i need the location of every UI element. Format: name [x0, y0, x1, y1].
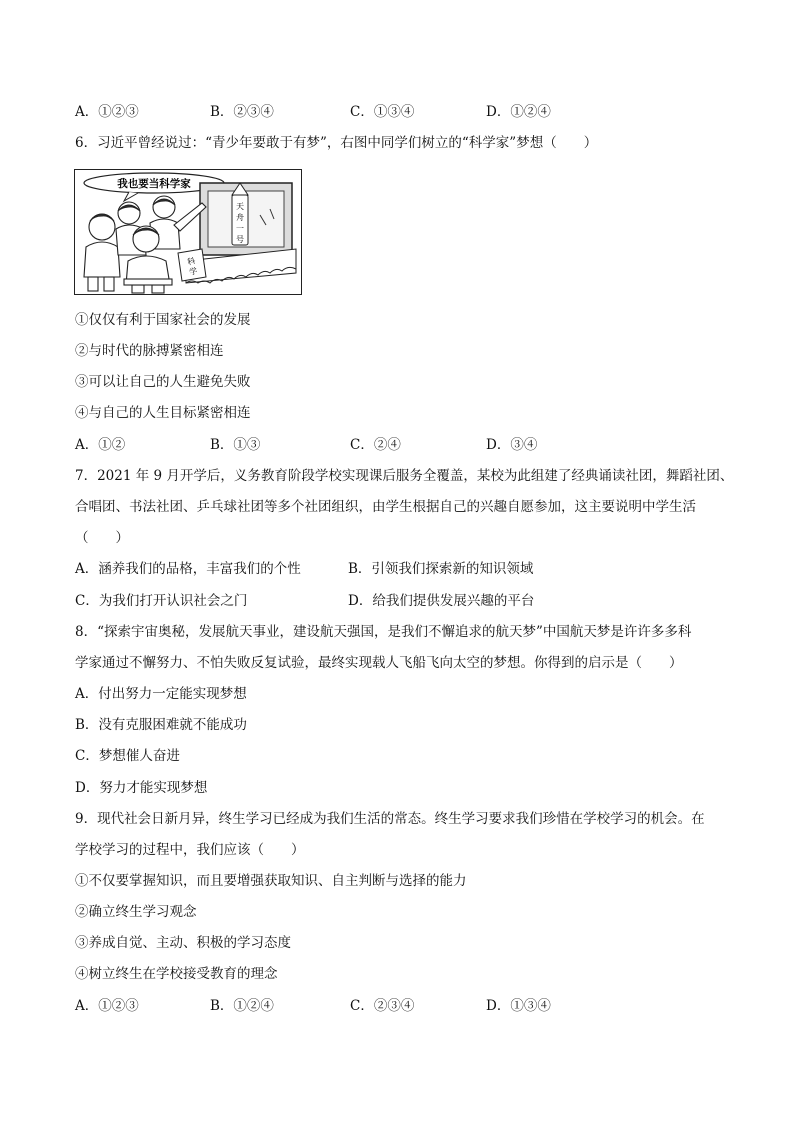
q8-option-d[interactable]: D．努力才能实现梦想 — [75, 780, 208, 796]
q8-stem-line-1: 8．“探索宇宙奥秘，发展航天事业，建设航天强国，是我们不懈追求的航天梦”中国航天梦是许许多多科 — [75, 624, 692, 640]
q8-option-a[interactable]: A．付出努力一定能实现梦想 — [75, 686, 247, 702]
q7-option-d[interactable]: D．给我们提供发展兴趣的平台 — [348, 593, 535, 609]
q7-stem-line-2: 合唱团、书法社团、乒乓球社团等多个社团组织，由学生根据自己的兴趣自愿参加，这主要说明中学生活 — [75, 499, 696, 515]
book-text-1: 科 — [186, 256, 197, 267]
rocket-text-3: 一 — [236, 224, 244, 233]
q9-option-d[interactable]: D．①③④ — [486, 998, 551, 1014]
q9-statement-4: ④树立终生在学校接受教育的理念 — [75, 966, 278, 982]
rocket-text-4: 号 — [236, 235, 244, 244]
q6-statement-1: ①仅仅有利于国家社会的发展 — [75, 312, 251, 328]
q6-statement-4: ④与自己的人生目标紧密相连 — [75, 405, 251, 421]
rocket-text-2: 舟 — [236, 213, 244, 222]
rocket-text-1: 天 — [236, 202, 244, 211]
q9-statement-1: ①不仅要掌握知识，而且要增强获取知识、自主判断与选择的能力 — [75, 873, 467, 889]
q7-option-a[interactable]: A．涵养我们的品格，丰富我们的个性 — [75, 561, 301, 577]
q8-stem-line-2: 学家通过不懈努力、不怕失败反复试验，最终实现载人飞船飞向太空的梦想。你得到的启示是（ ） — [75, 655, 683, 671]
q8-option-b[interactable]: B．没有克服困难就不能成功 — [75, 717, 247, 733]
book-text-2: 学 — [188, 266, 199, 277]
q9-option-a[interactable]: A．①②③ — [75, 998, 139, 1014]
q6-statement-3: ③可以让自己的人生避免失败 — [75, 374, 251, 390]
q6-statement-2: ②与时代的脉搏紧密相连 — [75, 343, 224, 359]
q6-option-a[interactable]: A．①② — [75, 437, 126, 453]
q5-option-c[interactable]: C．①③④ — [350, 104, 415, 120]
speech-bubble-text: 我也要当科学家 — [117, 178, 191, 190]
q9-option-c[interactable]: C．②③④ — [350, 998, 415, 1014]
q5-option-b[interactable]: B．②③④ — [210, 104, 274, 120]
q6-option-d[interactable]: D．③④ — [486, 437, 538, 453]
q5-option-d[interactable]: D．①②④ — [486, 104, 551, 120]
q9-statement-2: ②确立终生学习观念 — [75, 904, 197, 920]
q6-illustration — [74, 169, 302, 295]
q9-option-b[interactable]: B．①②④ — [210, 998, 274, 1014]
q5-option-a[interactable]: A．①②③ — [75, 104, 139, 120]
q7-option-b[interactable]: B．引领我们探索新的知识领域 — [348, 561, 534, 577]
q7-stem-line-1: 7．2021 年 9 月开学后，义务教育阶段学校实现课后服务全覆盖，某校为此组建了经典诵读社团，舞蹈社团、 — [75, 468, 734, 484]
q7-option-c[interactable]: C．为我们打开认识社会之门 — [75, 593, 248, 609]
q6-option-c[interactable]: C．②④ — [350, 437, 401, 453]
q9-statement-3: ③养成自觉、主动、积极的学习态度 — [75, 935, 291, 951]
q6-option-b[interactable]: B．①③ — [210, 437, 261, 453]
q9-stem-line-2: 学校学习的过程中，我们应该（ ） — [75, 842, 305, 858]
q7-stem-line-3: （ ） — [75, 530, 129, 546]
q6-stem: 6．习近平曾经说过：“青少年要敢于有梦”，右图中同学们树立的“科学家”梦想（ ） — [75, 135, 598, 151]
q8-option-c[interactable]: C．梦想催人奋进 — [75, 748, 180, 764]
q9-stem-line-1: 9．现代社会日新月异，终生学习已经成为我们生活的常态。终生学习要求我们珍惜在学校学习的机会。在 — [75, 811, 705, 827]
